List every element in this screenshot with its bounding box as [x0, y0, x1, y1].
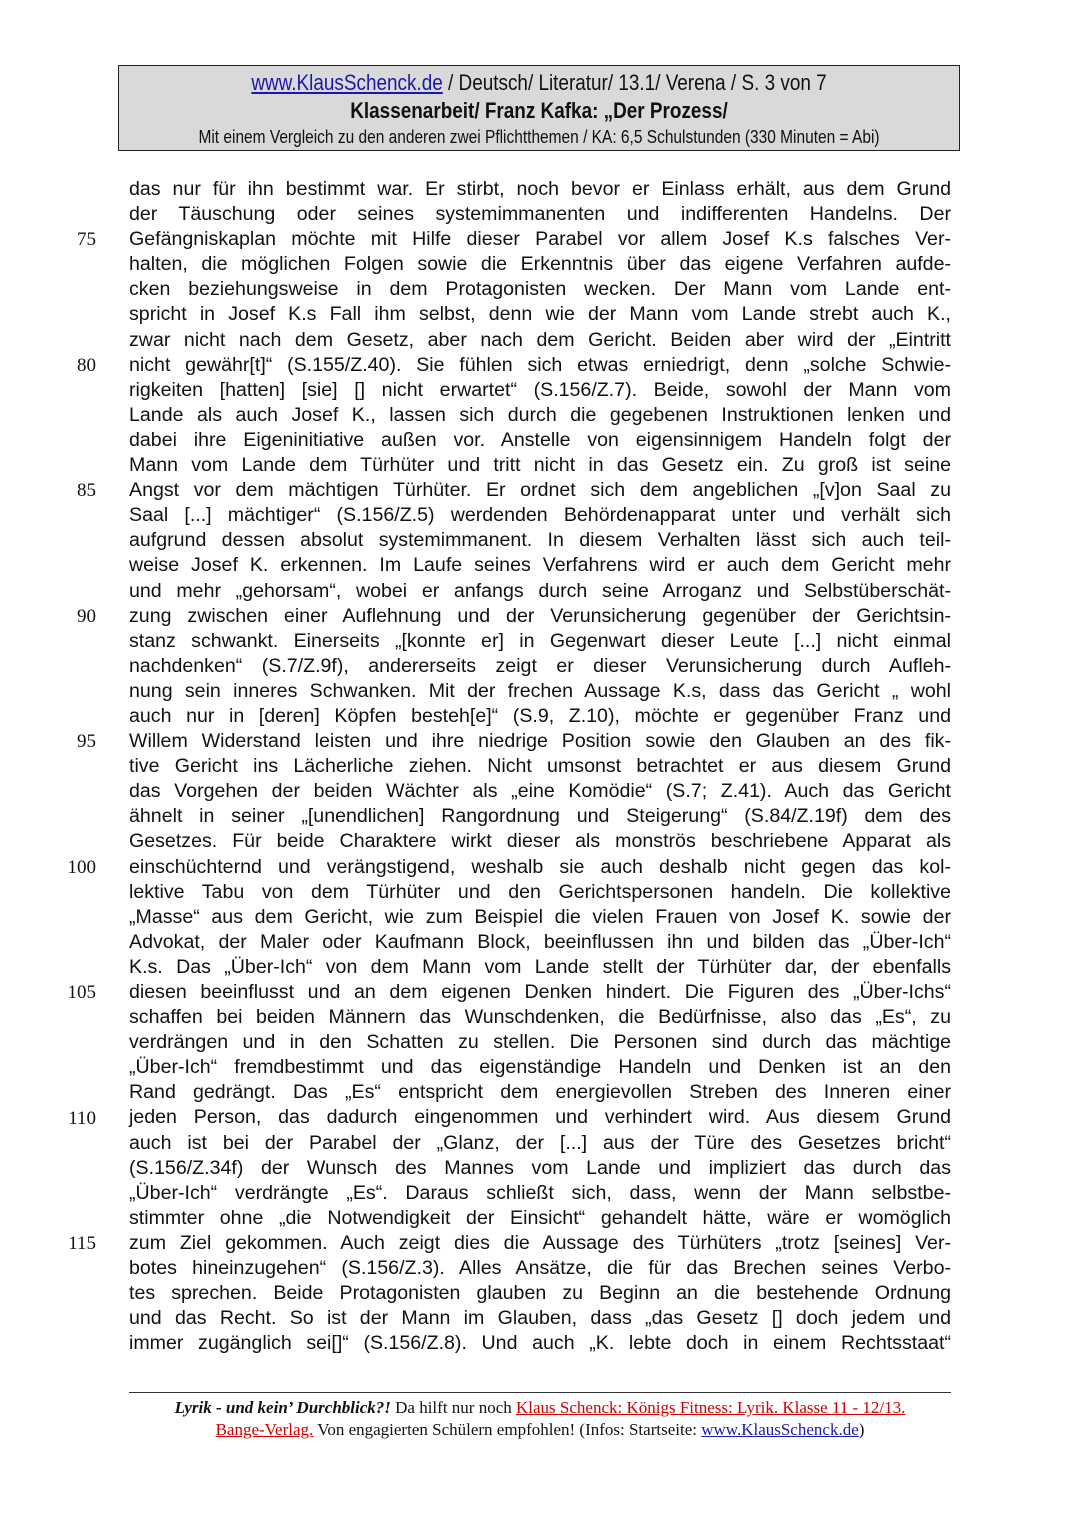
- text-line: und mehr „gehorsam“, wobei er anfangs durch seine Arroganz und Selbstüberschät-: [129, 579, 951, 602]
- text-line: immer zugänglich sei[]“ (S.156/Z.8). Und auch „K. lebte doch in einem Rechtsstaat“: [129, 1332, 951, 1355]
- footer-publisher-link[interactable]: Bange-Verlag.: [215, 1420, 314, 1439]
- footer-site-link[interactable]: www.KlausSchenck.de: [701, 1420, 859, 1439]
- text-line: tive Gericht ins Lächerliche ziehen. Nicht umsonst betrachtet er aus diesem Grund: [129, 755, 951, 778]
- text-line: das nur für ihn bestimmt war. Er stirbt, noch bevor er Einlass erhält, aus dem Grund: [129, 178, 951, 200]
- line-number: 100: [67, 856, 96, 878]
- text-line: nung sein inneres Schwanken. Mit der frechen Aussage K.s, dass das Gericht „ wohl: [129, 679, 951, 702]
- text-line: dabei ihre Eigeninitiative außen vor. Anstelle von eigensinnigem Handeln folgt der: [129, 428, 951, 451]
- line-number: 90: [77, 605, 96, 627]
- text-line: einschüchternd und verängstigend, weshalb sie auch deshalb nicht gegen das kol-: [129, 855, 951, 878]
- text-line: aufgrund dessen absolut systemimmanent. In diesem Verhalten lässt sich auch teil-: [129, 529, 951, 552]
- text-line: nicht gewähr[t]“ (S.155/Z.40). Sie fühlen sich etwas erniedrigt, denn „solche Schwie-: [129, 353, 951, 376]
- text-line: „Über-Ich“ verdrängte „Es“. Daraus schließt sich, dass, wenn der Mann selbstbe-: [129, 1181, 951, 1204]
- text-line: Angst vor dem mächtigen Türhüter. Er ordnet sich dem angeblichen „[v]on Saal zu: [129, 479, 951, 502]
- text-line: zung zwischen einer Auflehnung und der Verunsicherung gegenüber der Gerichtsin-: [129, 604, 951, 627]
- line-number: 105: [67, 982, 96, 1004]
- header-site-link[interactable]: www.KlausSchenck.de: [251, 70, 443, 95]
- text-line: das Vorgehen der beiden Wächter als „eine Komödie“ (S.7; Z.41). Auch das Gericht: [129, 780, 951, 803]
- text-line: Lande als auch Josef K., lassen sich durch die gegebenen Instruktionen lenken und: [129, 403, 951, 426]
- text-line: nachdenken“ (S.7/Z.9f), andererseits zeigt er dieser Verunsicherung durch Aufleh-: [129, 654, 951, 677]
- text-line: stimmter ohne „die Notwendigkeit der Einsicht“ gehandelt hätte, wäre er womöglich: [129, 1206, 951, 1229]
- line-number: 110: [68, 1107, 96, 1129]
- footer-divider: [129, 1392, 951, 1393]
- text-line: jeden Person, das dadurch eingenommen und verhindert wird. Aus diesem Grund: [129, 1106, 951, 1129]
- text-line: verdrängen und in den Schatten zu stellen. Die Personen sind durch das mächtige: [129, 1031, 951, 1054]
- text-line: botes hineinzugehen“ (S.156/Z.3). Alles Ansätze, die für das Brechen seines Verbo-: [129, 1257, 951, 1280]
- text-line: Advokat, der Maler oder Kaufmann Block, beeinflussen ihn und bilden das „Über-Ich“: [129, 930, 951, 953]
- text-line: lektive Tabu von dem Türhüter und den Gerichtspersonen handeln. Die kollektive: [129, 880, 951, 903]
- text-line: „Über-Ich“ fremdbestimmt und das eigenständige Handeln und Denken ist an den: [129, 1056, 951, 1079]
- text-line: und das Recht. So ist der Mann im Glauben, dass „das Gesetz [] doch jedem und: [129, 1307, 951, 1330]
- text-line: ähnelt in seiner „[unendlichen] Rangordnung und Steigerung“ (S.84/Z.19f) dem des: [129, 805, 951, 828]
- text-line: Willem Widerstand leisten und ihre niedrige Position sowie den Glauben an des fik-: [129, 730, 951, 753]
- page-footer: [100, 1397, 980, 1441]
- page-header: [118, 65, 960, 151]
- footer-book-link[interactable]: Klaus Schenck: Königs Fitness: Lyrik. Klasse 11 - 12/13.: [516, 1398, 906, 1417]
- text-line: halten, die möglichen Folgen sowie die Erkenntnis über das eigene Verfahren aufde-: [129, 253, 951, 276]
- text-line: auch nur in [deren] Köpfen besteh[e]“ (S.9, Z.10), möchte er gegenüber Franz und: [129, 704, 951, 727]
- text-line: Mann vom Lande dem Türhüter und tritt nicht in das Gesetz ein. Zu groß ist seine: [129, 454, 951, 477]
- text-line: rigkeiten [hatten] [sie] [] nicht erwartet“ (S.156/Z.7). Beide, sowohl der Mann vom: [129, 378, 951, 401]
- text-line: spricht in Josef K.s Fall ihm selbst, denn wie der Mann vom Lande strebt auch K.,: [129, 303, 951, 326]
- line-number: 85: [77, 480, 96, 502]
- text-line: stanz schwankt. Einerseits „[konnte er] in Gegenwart dieser Leute [...] nicht einmal: [129, 629, 951, 652]
- footer-text-3: ): [858, 1420, 865, 1439]
- document-title: Klassenarbeit/ Franz Kafka: „Der Prozess/: [350, 98, 728, 123]
- text-line: Gesetzes. Für beide Charaktere wirkt dieser als monströs beschriebene Apparat als: [129, 830, 951, 853]
- text-line: cken beziehungsweise in dem Protagonisten wecken. Der Mann vom Lande ent-: [129, 278, 951, 301]
- text-line: diesen beeinflusst und an dem eigenen Denken hindert. Die Figuren des „Über-Ichs“: [129, 981, 951, 1003]
- text-line: K.s. Das „Über-Ich“ von dem Mann vom Lande stellt der Türhüter dar, der ebenfalls: [129, 955, 951, 978]
- essay-text: [129, 177, 951, 1356]
- line-number: 115: [68, 1233, 96, 1255]
- text-line: Saal [...] mächtiger“ (S.156/Z.5) werdenden Behördenapparat unter und verhält sich: [129, 504, 951, 527]
- text-line: Rand gedrängt. Das „Es“ entspricht dem energievollen Streben des Inneren einer: [129, 1081, 951, 1104]
- text-line: auch ist bei der Parabel der „Glanz, der [...] aus der Türe des Gesetzes bricht“: [129, 1131, 951, 1154]
- footer-slogan: Lyrik - und kein’ Durchblick?!: [174, 1398, 391, 1417]
- text-line: schaffen bei beiden Männern das Wunschdenken, die Bedürfnisse, also das „Es“, zu: [129, 1006, 951, 1029]
- text-line: weise Josef K. erkennen. Im Laufe seines Verfahrens wird er auch dem Gericht mehr: [129, 554, 951, 577]
- text-line: „Masse“ aus dem Gericht, wie zum Beispiel die vielen Frauen von Josef K. sowie der: [129, 905, 951, 928]
- line-number: 75: [77, 229, 96, 251]
- text-line: Gefängniskaplan möchte mit Hilfe dieser Parabel vor allem Josef K.s falsches Ver-: [129, 228, 951, 251]
- footer-text-1: Da hilft nur noch: [390, 1398, 516, 1417]
- text-line: (S.156/Z.34f) der Wunsch des Mannes vom Lande und impliziert das durch das: [129, 1156, 951, 1179]
- document-subtitle: Mit einem Vergleich zu den anderen zwei Pflichtthemen / KA: 6,5 Schulstunden (330 Minuten = Abi): [198, 127, 880, 147]
- text-line: zum Ziel gekommen. Auch zeigt dies die Aussage des Türhüters „trotz [seines] Ver-: [129, 1231, 951, 1254]
- text-line: zwar nicht nach dem Gesetz, aber nach dem Gericht. Beiden aber wird der „Eintritt: [129, 328, 951, 351]
- header-path: / Deutsch/ Literatur/ 13.1/ Verena / S. 3 von 7: [442, 70, 827, 95]
- line-number: 80: [77, 354, 96, 376]
- header-line-1: [178, 69, 900, 97]
- footer-text-2: Von engagierten Schülern empfohlen! (Infos: Startseite:: [313, 1420, 702, 1439]
- text-line: tes sprechen. Beide Protagonisten glauben zu Beginn an die bestehende Ordnung: [129, 1282, 951, 1305]
- text-line: der Täuschung oder seines systemimmanenten und indifferenten Handelns. Der: [129, 203, 951, 226]
- line-number: 95: [77, 731, 96, 753]
